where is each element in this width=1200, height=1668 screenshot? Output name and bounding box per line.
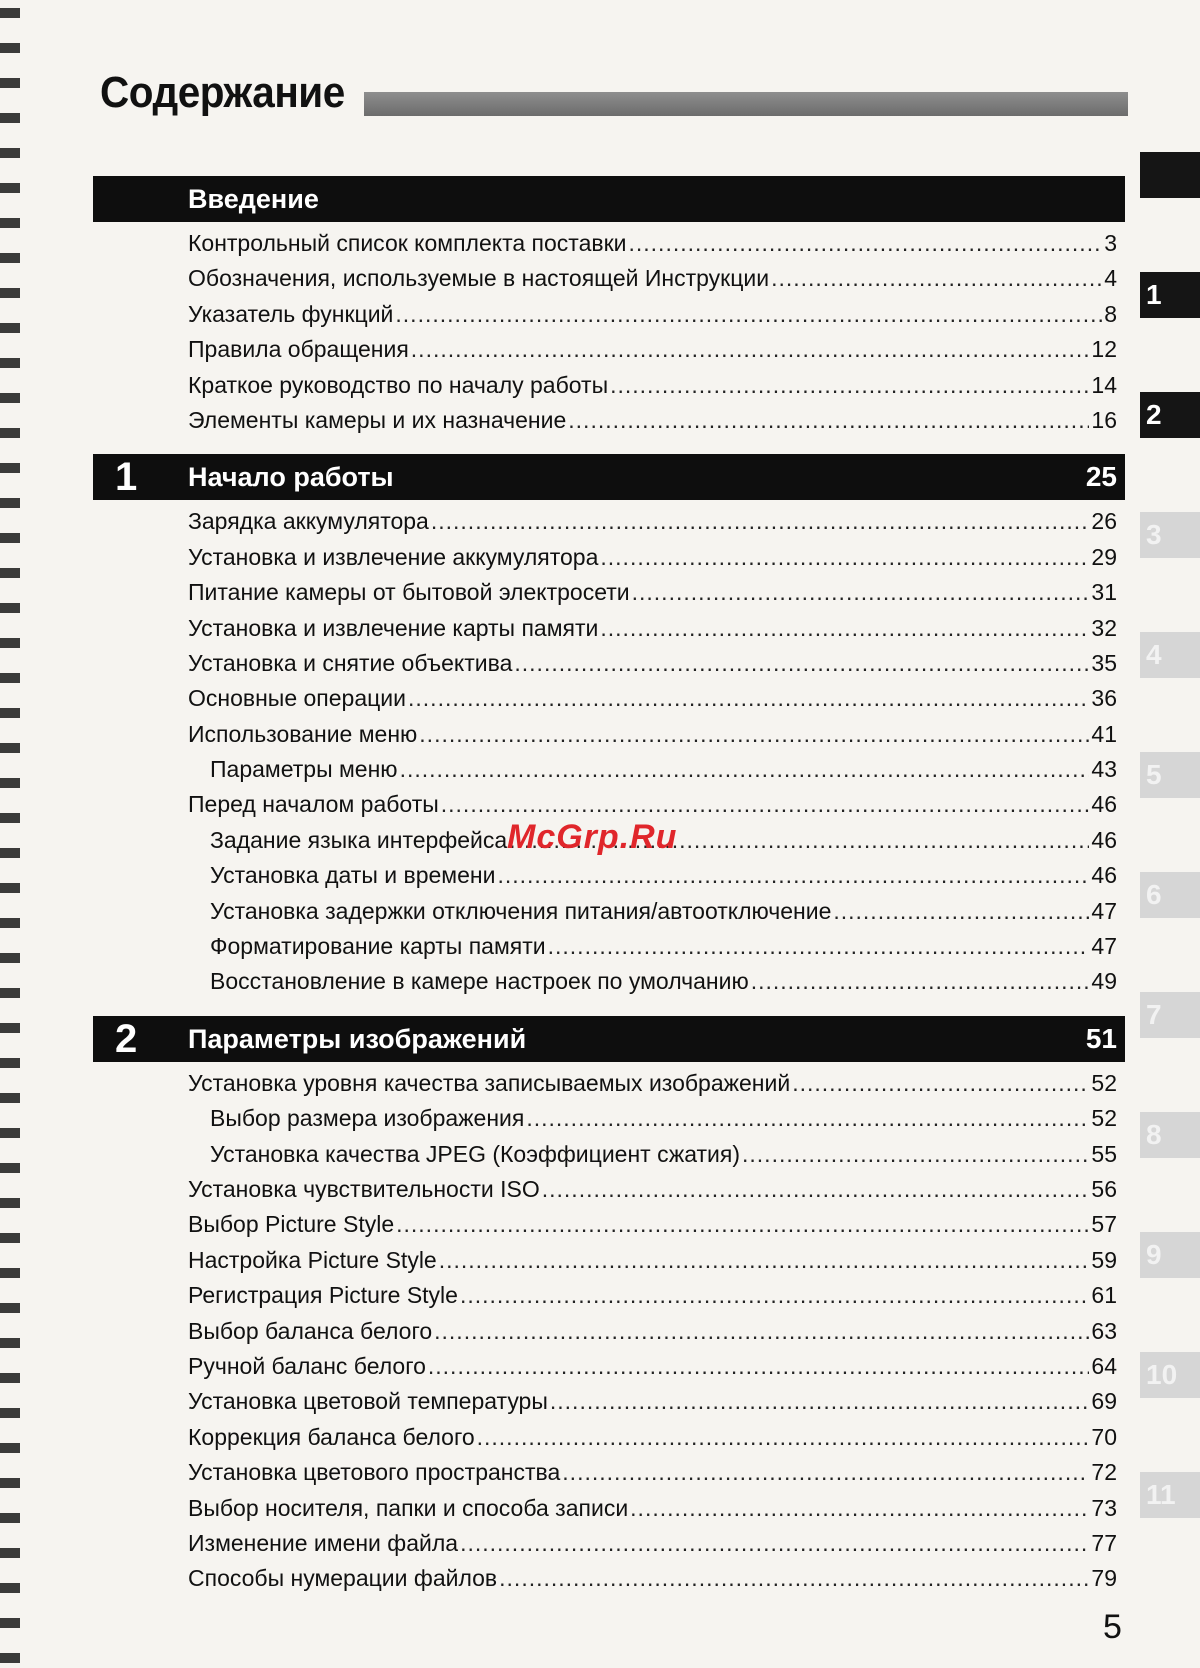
dot-leader [411,332,1090,367]
toc-entry[interactable] [93,1561,1125,1596]
dot-leader [600,611,1089,646]
entry-page-number: 55 [1091,1140,1117,1167]
entry-page-number: 61 [1091,1282,1117,1309]
toc-subentry[interactable] [93,858,1125,893]
entry-label: Установка и снятие объектива [188,649,513,676]
toc-entry[interactable] [93,1314,1125,1349]
toc-entry[interactable] [93,1207,1125,1242]
page-number: 5 [1103,1608,1122,1646]
entry-page-number: 32 [1091,614,1117,641]
toc-subentry[interactable] [93,1101,1125,1136]
toc-entry[interactable] [93,611,1125,646]
entry-label: Установка задержки отключения питания/автоотключение [210,897,832,924]
entry-page-number: 3 [1104,230,1117,256]
dot-leader [419,717,1089,752]
entry-label: Краткое руководство по началу работы [188,371,609,398]
entry-label: Регистрация Picture Style [188,1282,458,1309]
toc-entry[interactable] [93,681,1125,716]
dot-leader [499,1561,1089,1596]
entry-page-number: 46 [1091,791,1117,818]
entry-page-number: 72 [1091,1459,1117,1486]
entry-label: Ручной баланс белого [188,1352,426,1379]
entry-label: Установка цветовой температуры [188,1388,548,1415]
dot-leader [395,297,1102,332]
dot-leader [562,1455,1089,1490]
section-page: 25 [1085,461,1117,493]
dot-leader [434,1314,1089,1349]
chapter-tab[interactable]: 5 [1140,752,1200,798]
chapter-tab[interactable]: 4 [1140,632,1200,678]
dot-leader [629,226,1103,261]
dot-leader [477,1420,1090,1455]
dot-leader [428,1349,1090,1384]
entry-page-number: 52 [1091,1105,1117,1132]
dot-leader [600,540,1089,575]
toc-entry[interactable] [93,1066,1125,1101]
entry-label: Коррекция баланса белого [188,1423,475,1450]
section-entries [93,1062,1125,1597]
toc-entry[interactable] [93,504,1125,539]
dot-leader [526,1101,1089,1136]
dot-leader [550,1384,1090,1419]
entry-page-number: 43 [1091,756,1117,783]
toc-subentry[interactable] [93,894,1125,929]
entry-page-number: 70 [1091,1423,1117,1450]
entry-page-number: 47 [1091,897,1117,924]
section-number: 2 [115,1016,138,1061]
toc-entry[interactable] [93,717,1125,752]
dot-leader [751,964,1090,999]
entry-label: Обозначения, используемые в настоящей Инструкции [188,265,770,292]
title-bar-decoration [364,92,1128,116]
section-number: 1 [115,455,138,500]
watermark: McGrp.Ru [507,818,678,856]
dot-leader [610,368,1089,403]
chapter-tab[interactable] [1140,152,1200,198]
entry-label: Указатель функций [188,300,394,327]
chapter-tab[interactable]: 1 [1140,272,1200,318]
dot-leader [460,1278,1089,1313]
toc-entry[interactable] [93,1243,1125,1278]
table-of-contents [93,176,1125,1597]
entry-page-number: 47 [1091,933,1117,960]
entry-page-number: 56 [1091,1175,1117,1202]
chapter-tab[interactable]: 11 [1140,1472,1200,1518]
section-header[interactable] [93,1016,1125,1062]
section-header[interactable] [93,176,1125,222]
entry-label: Установка и извлечение карты памяти [188,614,599,641]
entry-page-number: 29 [1091,543,1117,570]
entry-label: Параметры меню [210,756,398,783]
toc-entry[interactable] [93,403,1125,438]
toc-entry[interactable] [93,575,1125,610]
entry-page-number: 8 [1104,300,1117,327]
entry-page-number: 35 [1091,649,1117,676]
chapter-tab[interactable]: 2 [1140,392,1200,438]
entry-page-number: 49 [1091,968,1117,995]
entry-label: Установка уровня качества записываемых изображений [188,1069,791,1096]
entry-page-number: 77 [1091,1529,1117,1556]
toc-entry[interactable] [93,1278,1125,1313]
section-header[interactable] [93,454,1125,500]
toc-entry[interactable] [93,1455,1125,1490]
entry-label: Задание языка интерфейса [210,826,508,853]
entry-page-number: 26 [1091,508,1117,535]
toc-subentry[interactable] [93,964,1125,999]
toc-entry[interactable] [93,297,1125,332]
dot-leader [439,1243,1090,1278]
toc-entry[interactable] [93,646,1125,681]
dot-leader [497,858,1089,893]
entry-page-number: 63 [1091,1317,1117,1344]
entry-page-number: 69 [1091,1388,1117,1415]
entry-page-number: 41 [1091,720,1117,747]
entry-label: Установка цветового пространства [188,1459,561,1486]
entry-label: Контрольный список комплекта поставки [188,230,627,256]
entry-label: Установка и извлечение аккумулятора [188,543,599,570]
entry-page-number: 46 [1091,826,1117,853]
entry-page-number: 59 [1091,1246,1117,1273]
chapter-tab[interactable]: 7 [1140,992,1200,1038]
entry-label: Зарядка аккумулятора [188,508,429,535]
entry-label: Выбор носителя, папки и способа записи [188,1494,629,1521]
entry-label: Восстановление в камере настроек по умолчанию [210,968,749,995]
section-entries [93,500,1125,999]
entry-page-number: 36 [1091,685,1117,712]
entry-page-number: 79 [1091,1565,1117,1592]
entry-label: Выбор Picture Style [188,1211,395,1238]
toc-entry[interactable] [93,1172,1125,1207]
entry-page-number: 57 [1091,1211,1117,1238]
chapter-tab[interactable]: 9 [1140,1232,1200,1278]
entry-label: Выбор баланса белого [188,1317,433,1344]
toc-entry[interactable] [93,1526,1125,1561]
toc-entry[interactable] [93,226,1125,261]
entry-label: Использование меню [188,720,418,747]
entry-page-number: 31 [1091,579,1117,606]
entry-label: Выбор размера изображения [210,1105,525,1132]
entry-page-number: 52 [1091,1069,1117,1096]
toc-entry[interactable] [93,1384,1125,1419]
toc-subentry[interactable] [93,752,1125,787]
toc-entry[interactable] [93,540,1125,575]
toc-entry[interactable] [93,332,1125,367]
section-title: Параметры изображений [188,1023,527,1054]
dot-leader [396,1207,1089,1242]
entry-label: Изменение имени файла [188,1529,459,1556]
dot-leader [400,752,1090,787]
dot-leader [630,1491,1089,1526]
toc-subentry[interactable] [93,929,1125,964]
dot-leader [568,403,1089,438]
dot-leader [792,1066,1089,1101]
entry-label: Установка чувствительности ISO [188,1175,540,1202]
dot-leader [833,894,1089,929]
entry-label: Установка качества JPEG (Коэффициент сжатия) [210,1140,741,1167]
dot-leader [514,646,1089,681]
entry-page-number: 46 [1091,862,1117,889]
entry-page-number: 73 [1091,1494,1117,1521]
toc-entry[interactable] [93,1349,1125,1384]
entry-label: Способы нумерации файлов [188,1565,498,1592]
chapter-tab[interactable]: 3 [1140,512,1200,558]
entry-label: Перед началом работы [188,791,439,818]
toc-entry[interactable] [93,368,1125,403]
toc-subentry[interactable] [93,1137,1125,1172]
dot-leader [431,504,1090,539]
chapter-tab[interactable]: 8 [1140,1112,1200,1158]
dot-leader [771,261,1102,296]
dot-leader [408,681,1089,716]
entry-label: Питание камеры от бытовой электросети [188,579,630,606]
entry-label: Форматирование карты памяти [210,933,546,960]
chapter-tab[interactable]: 10 [1140,1352,1200,1398]
page-title: Содержание [100,68,345,117]
section-title: Введение [188,184,319,214]
entry-page-number: 12 [1091,336,1117,363]
toc-entry[interactable] [93,261,1125,296]
dot-leader [742,1137,1089,1172]
entry-label: Правила обращения [188,336,409,363]
section-page: 51 [1085,1022,1117,1054]
entry-page-number: 64 [1091,1352,1117,1379]
entry-page-number: 16 [1091,406,1117,433]
dot-leader [548,929,1090,964]
dot-leader [460,1526,1089,1561]
dot-leader [632,575,1090,610]
chapter-tab[interactable]: 6 [1140,872,1200,918]
section-entries [93,222,1125,438]
section-title: Начало работы [188,462,394,493]
entry-label: Настройка Picture Style [188,1246,437,1273]
toc-entry[interactable] [93,1491,1125,1526]
binding-holes [0,0,20,1668]
entry-label: Элементы камеры и их назначение [188,406,567,433]
entry-page-number: 4 [1104,265,1117,292]
entry-label: Установка даты и времени [210,862,496,889]
toc-entry[interactable] [93,1420,1125,1455]
entry-page-number: 14 [1091,371,1117,398]
entry-label: Основные операции [188,685,407,712]
dot-leader [542,1172,1090,1207]
